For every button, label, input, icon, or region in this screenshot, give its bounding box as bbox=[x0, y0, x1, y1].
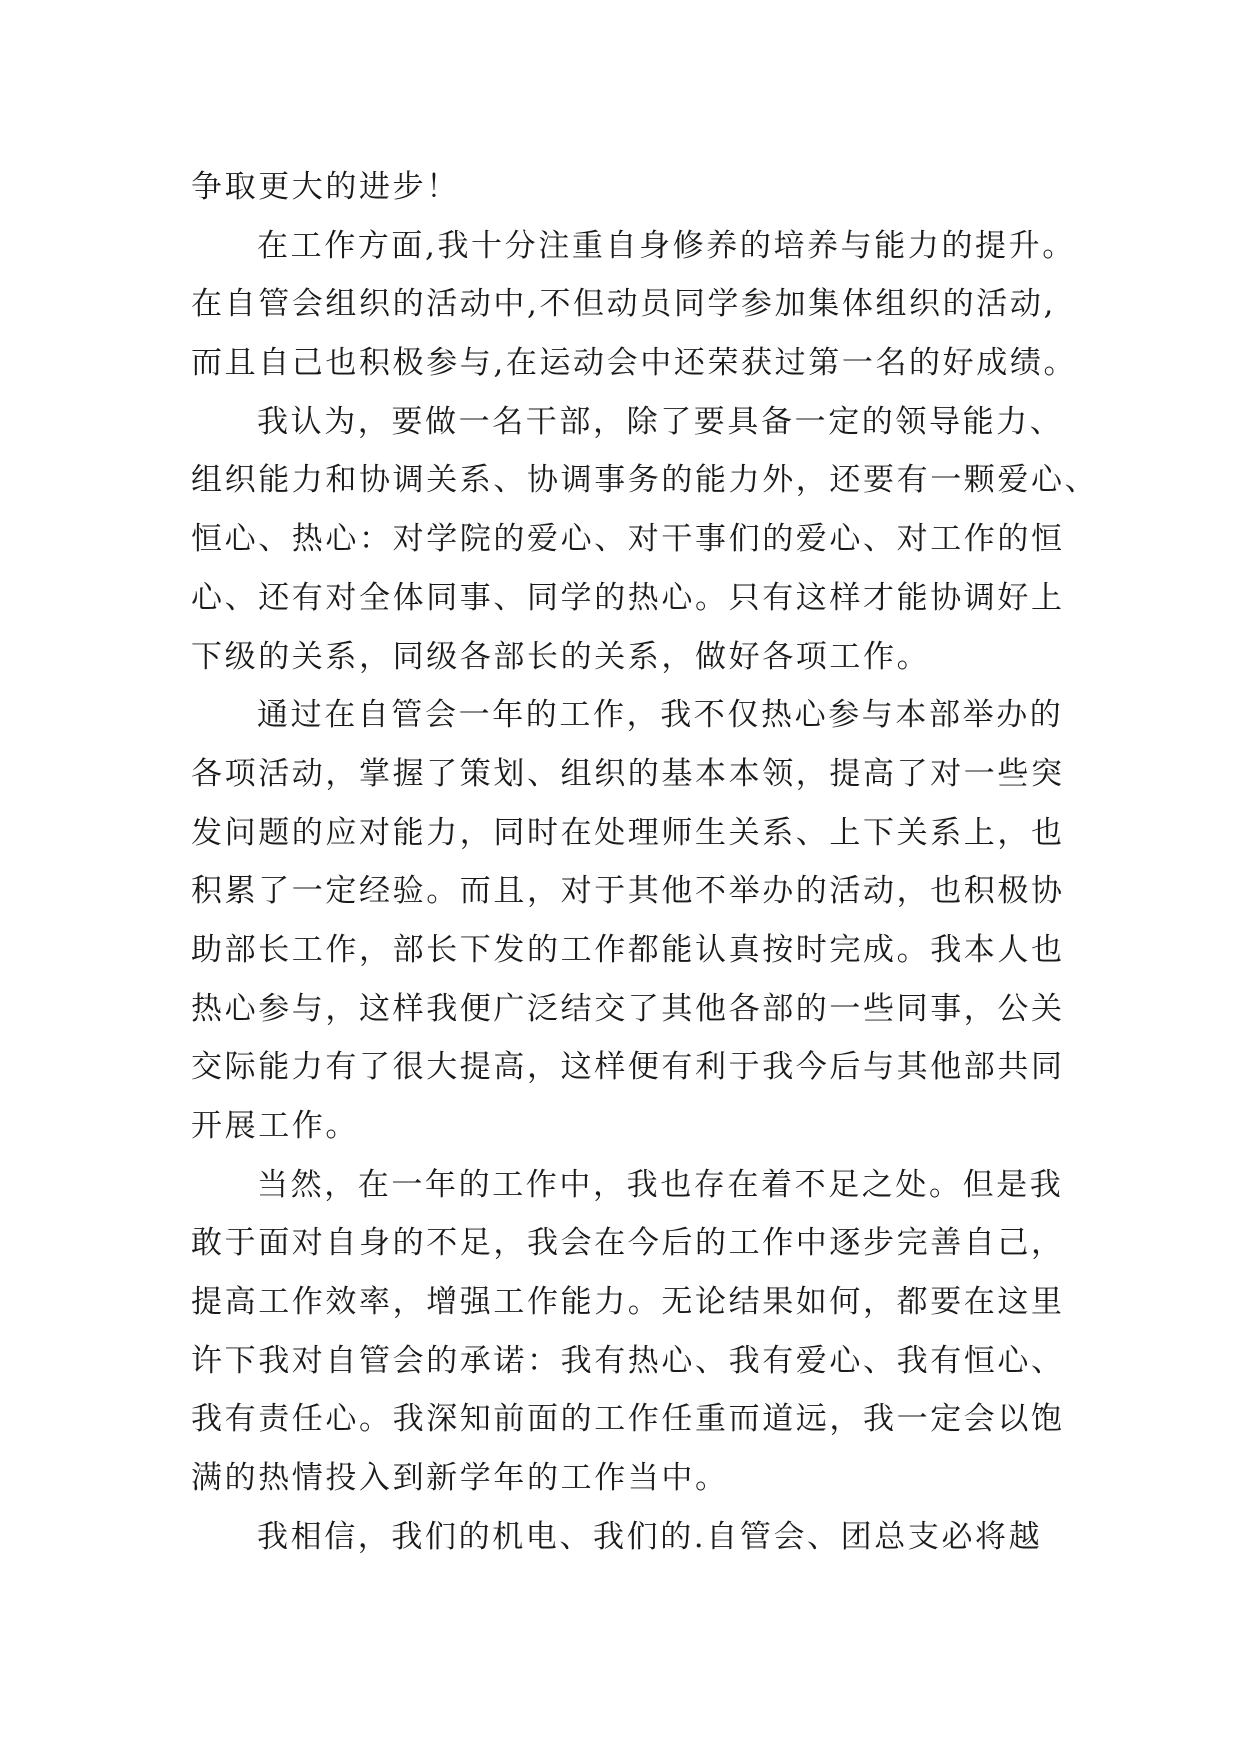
text-line: 心、还有对全体同事、同学的热心。只有这样才能协调好上 bbox=[191, 579, 1065, 616]
text-line: 而且自己也积极参与,在运动会中还荣获过第一名的好成绩。 bbox=[191, 345, 1078, 382]
text-line: 我有责任心。我深知前面的工作任重而道远，我一定会以饱 bbox=[191, 1401, 1065, 1438]
text-line: 许下我对自管会的承诺：我有热心、我有爱心、我有恒心、 bbox=[191, 1342, 1065, 1379]
text-line: 在自管会组织的活动中,不但动员同学参加集体组织的活动, bbox=[191, 286, 1056, 323]
text-line: 提高工作效率，增强工作能力。无论结果如何，都要在这里 bbox=[191, 1284, 1065, 1321]
text-line: 助部长工作，部长下发的工作都能认真按时完成。我本人也 bbox=[191, 931, 1065, 968]
text-line: 各项活动，掌握了策划、组织的基本本领，提高了对一些突 bbox=[191, 755, 1065, 792]
text-line: 敢于面对自身的不足，我会在今后的工作中逐步完善自己， bbox=[191, 1225, 1065, 1262]
text-line: 争取更大的进步！ bbox=[191, 169, 460, 205]
text-line: 下级的关系，同级各部长的关系，做好各项工作。 bbox=[191, 638, 931, 675]
text-line: 热心参与，这样我便广泛结交了其他各部的一些同事，公关 bbox=[191, 990, 1065, 1027]
text-line: 组织能力和协调关系、协调事务的能力外，还要有一颗爱心、 bbox=[191, 462, 1099, 499]
text-line: 开展工作。 bbox=[191, 1108, 359, 1144]
paragraph-first-line: 当然，在一年的工作中，我也存在着不足之处。但是我 bbox=[257, 1166, 1064, 1203]
text-line: 满的热情投入到新学年的工作当中。 bbox=[191, 1460, 729, 1497]
text-line: 交际能力有了很大提高，这样便有利于我今后与其他部共同 bbox=[191, 1049, 1065, 1086]
paragraph-first-line: 我相信，我们的机电、我们的.自管会、团总支必将越 bbox=[257, 1518, 1043, 1555]
paragraph-first-line: 我认为，要做一名干部，除了要具备一定的领导能力、 bbox=[257, 403, 1064, 440]
body-text bbox=[191, 158, 1099, 1567]
text-line: 积累了一定经验。而且，对于其他不举办的活动，也积极协 bbox=[191, 873, 1065, 910]
text-line: 恒心、热心：对学院的爱心、对干事们的爱心、对工作的恒 bbox=[191, 521, 1065, 558]
paragraph-first-line: 在工作方面,我十分注重自身修养的培养与能力的提升。 bbox=[257, 227, 1076, 264]
paragraph-first-line: 通过在自管会一年的工作，我不仅热心参与本部举办的 bbox=[257, 697, 1064, 734]
text-line: 发问题的应对能力，同时在处理师生关系、上下关系上，也 bbox=[191, 814, 1065, 851]
